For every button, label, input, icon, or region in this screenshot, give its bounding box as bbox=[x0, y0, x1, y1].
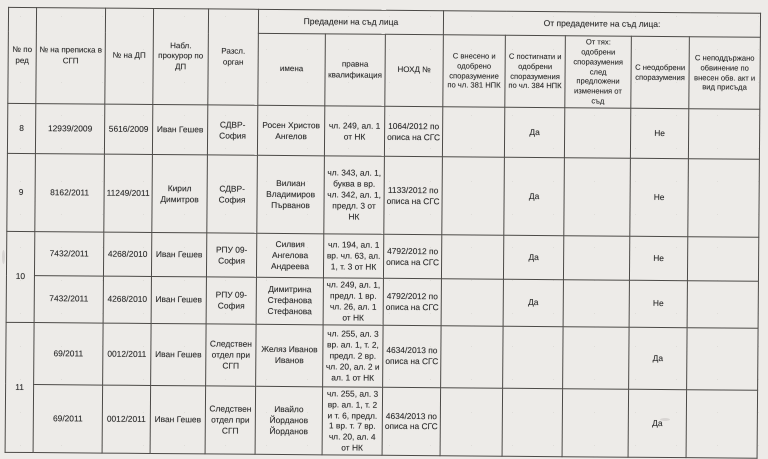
cell-no: 9 bbox=[7, 153, 36, 231]
cell-names: Ивайло Йорданов Йорданов bbox=[255, 386, 323, 455]
cell-names: Силвия Ангелова Андреева bbox=[256, 233, 323, 278]
cell-case-sgp: 12939/2009 bbox=[35, 104, 104, 155]
header-group-row bbox=[8, 7, 760, 37]
cell-nohd: 4634/2013 по описа на СГС bbox=[382, 387, 441, 456]
cell-no: 10 bbox=[6, 231, 35, 322]
cell-s381 bbox=[442, 107, 504, 157]
header-qualification: правна квалификация bbox=[325, 34, 386, 106]
cell-case-sgp: 69/2011 bbox=[34, 322, 103, 385]
cell-qualification: чл. 255, ал. 3 вр. ал. 1, т. 2 и т. 6, предл. 1 вр. т. 7 вр. чл. 20, ал. 4 от НК bbox=[322, 387, 383, 456]
court-cases-table bbox=[5, 7, 762, 459]
cell-no-support bbox=[688, 109, 759, 160]
table-row-10b bbox=[6, 275, 758, 328]
header-organ: Разсл. орган bbox=[208, 9, 259, 105]
cell-case-sgp: 8162/2011 bbox=[35, 154, 105, 233]
cell-organ: РПУ 09-София bbox=[206, 277, 256, 324]
cell-no-support bbox=[688, 159, 760, 238]
cell-no-support bbox=[687, 281, 758, 328]
cell-s381 bbox=[442, 157, 505, 235]
cell-s384 bbox=[502, 388, 563, 457]
table-row-8 bbox=[7, 103, 759, 159]
header-no-support: С неподдържано обвинение по внесен обв. акт и вид присъда bbox=[689, 37, 761, 110]
cell-amended bbox=[564, 108, 630, 159]
cell-names: Вилиан Владимиров Първанов bbox=[257, 155, 325, 234]
cell-not-approved: Да bbox=[628, 389, 687, 458]
cell-prosecutor: Иван Гешев bbox=[151, 276, 206, 323]
scanned-document-page bbox=[5, 7, 760, 459]
cell-qualification: чл. 194, ал. 1 вр. чл. 63, ал. 1, т. 3 от НК bbox=[323, 234, 383, 278]
header-names: имена bbox=[258, 33, 326, 106]
cell-not-approved: Да bbox=[629, 327, 687, 389]
cell-prosecutor: Иван Гешев bbox=[151, 232, 206, 276]
cell-nohd: 4792/2012 по описа на СГС bbox=[383, 278, 441, 325]
cell-dp: 11249/2011 bbox=[104, 154, 153, 232]
table-body bbox=[5, 103, 760, 458]
header-dp: № на ДП bbox=[105, 8, 154, 104]
cell-names: Желяз Иванов Иванов bbox=[256, 324, 323, 387]
table-row-10a bbox=[6, 231, 758, 281]
cell-names: Росен Христов Ангелов bbox=[257, 105, 324, 156]
cell-dp: 0012/2011 bbox=[103, 323, 151, 385]
cell-nohd: 1064/2012 по описа на СГС bbox=[384, 106, 442, 156]
cell-amended bbox=[563, 280, 629, 327]
cell-no-support bbox=[686, 389, 758, 458]
header-nohd: НОХД № bbox=[385, 34, 444, 106]
cell-amended bbox=[563, 326, 629, 389]
cell-not-approved: Не bbox=[629, 280, 687, 327]
cell-not-approved: Не bbox=[629, 236, 687, 280]
cell-organ: Следствен отдел при СГП bbox=[206, 324, 256, 386]
cell-organ: СДВР-София bbox=[207, 105, 257, 155]
cell-dp: 5616/2009 bbox=[104, 104, 152, 154]
cell-qualification: чл. 343, ал. 1, буква в вр. чл. 342, ал. 1, предл. 3 от НК bbox=[324, 156, 385, 234]
cell-case-sgp: 7432/2011 bbox=[34, 232, 103, 277]
cell-organ: Следствен отдел при СГП bbox=[205, 386, 256, 455]
cell-dp: 0012/2011 bbox=[102, 385, 151, 454]
cell-s384: Да bbox=[504, 157, 565, 235]
header-no: № по ред bbox=[8, 7, 37, 103]
cell-amended bbox=[562, 388, 629, 457]
header-group-of-submitted: От предадените на съд лица: bbox=[443, 11, 760, 37]
cell-s381 bbox=[441, 279, 503, 326]
cell-prosecutor: Иван Гешев bbox=[150, 385, 206, 454]
cell-qualification: чл. 249, ал. 1 от НК bbox=[324, 106, 384, 156]
header-case-sgp: № на преписка в СГП bbox=[36, 8, 106, 105]
table-row-11a bbox=[6, 322, 759, 390]
cell-not-approved: Не bbox=[630, 108, 688, 158]
cell-s381 bbox=[441, 325, 503, 387]
cell-case-sgp: 7432/2011 bbox=[34, 276, 103, 323]
header-amended: От тях: одобрени споразумения след предложени изменения от съд bbox=[565, 36, 632, 109]
header-s384: С постигнати и одобрени споразумения по чл. 384 НПК bbox=[505, 35, 566, 107]
cell-s384: Да bbox=[503, 235, 563, 279]
cell-nohd: 1133/2012 по описа на СГС bbox=[384, 156, 443, 234]
header-s381: С внесено и одобрено споразумение по чл. 381 НПК bbox=[443, 35, 506, 108]
cell-prosecutor: Иван Гешев bbox=[152, 104, 207, 154]
cell-s381 bbox=[440, 387, 503, 456]
table-row-9 bbox=[7, 153, 760, 237]
cell-prosecutor: Иван Гешев bbox=[151, 323, 206, 385]
cell-no: 11 bbox=[5, 322, 34, 453]
cell-nohd: 4792/2012 по описа на СГС bbox=[383, 234, 441, 278]
cell-qualification: чл. 249, ал. 1, предл. 1 вр. чл. 26, ал. 1 от НК bbox=[323, 278, 383, 325]
cell-organ: СДВР-София bbox=[207, 155, 258, 233]
cell-dp: 4268/2010 bbox=[103, 232, 151, 276]
cell-case-sgp: 69/2011 bbox=[33, 384, 103, 453]
cell-s384 bbox=[503, 326, 563, 388]
cell-organ: РПУ 09-София bbox=[206, 233, 256, 277]
header-not-approved: С неодобрени споразумения bbox=[631, 36, 690, 108]
cell-names: Димитрина Стефанова Стефанова bbox=[256, 277, 323, 324]
cell-not-approved: Не bbox=[630, 158, 689, 236]
cell-qualification: чл. 255, ал. 3 вр. ал. 1, т. 2, предл. 2 вр. чл. 20, ал. 2 и ал. 1 от НК bbox=[323, 325, 383, 387]
cell-dp: 4268/2010 bbox=[103, 276, 151, 323]
cell-s384: Да bbox=[504, 107, 564, 157]
cell-amended bbox=[564, 158, 631, 237]
cell-prosecutor: Кирил Димитров bbox=[152, 154, 208, 232]
cell-s384: Да bbox=[503, 279, 563, 326]
cell-s381 bbox=[441, 235, 503, 279]
cell-nohd: 4634/2013 по описа на СГС bbox=[383, 325, 442, 387]
scan-smudge bbox=[2, 250, 5, 264]
header-prosecutor: Набл. прокурор по ДП bbox=[153, 8, 209, 104]
cell-no-support bbox=[687, 237, 758, 282]
cell-no-support bbox=[687, 327, 759, 390]
cell-amended bbox=[563, 236, 629, 281]
header-group-submitted: Предадени на съд лица bbox=[258, 9, 443, 34]
table-row-11b bbox=[5, 384, 758, 458]
cell-no: 8 bbox=[7, 103, 35, 153]
table-header bbox=[8, 7, 761, 109]
